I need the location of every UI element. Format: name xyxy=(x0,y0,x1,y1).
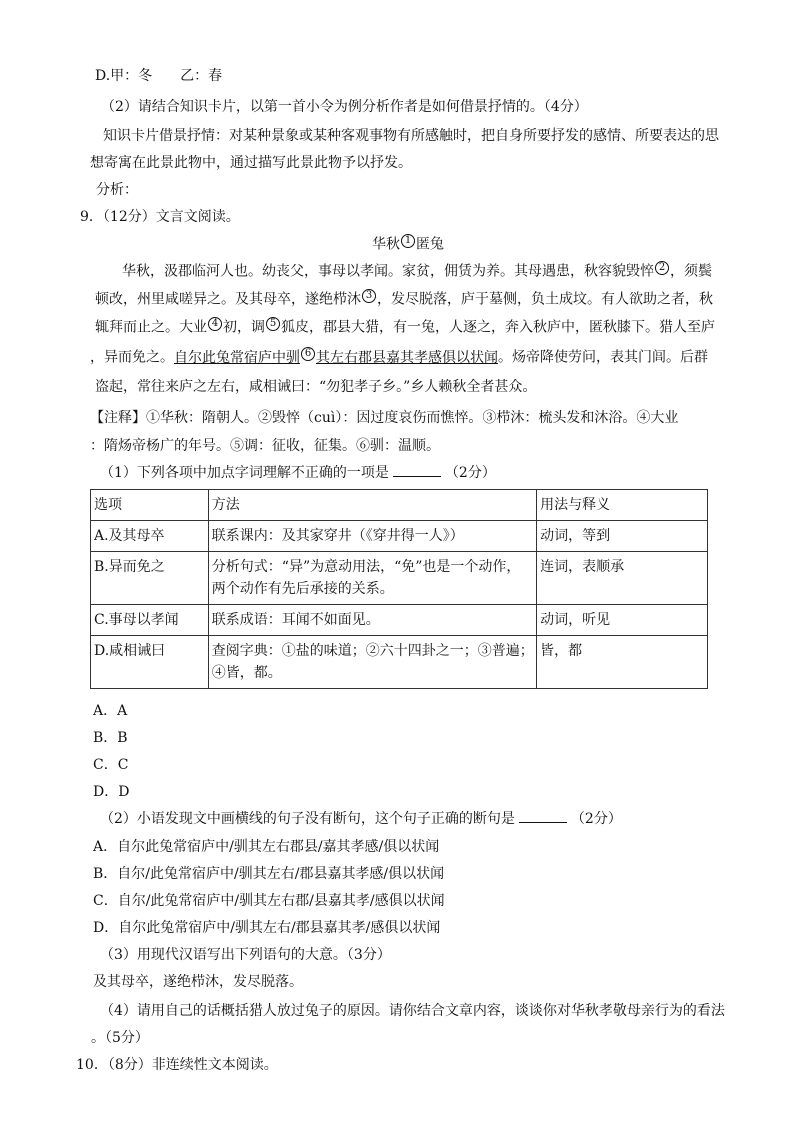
table-header-cell: 方法 xyxy=(208,490,536,521)
table-cell: 动词，听见 xyxy=(537,605,708,636)
passage-line-5: 盗起，常往来庐之左右，咸相诫曰：“勿犯孝子乡。”乡人赖秋全者甚众。 xyxy=(95,379,537,395)
table-header-cell: 选项 xyxy=(91,490,209,521)
footnote-6-mark: 6 xyxy=(301,347,315,361)
passage-title: 华秋 1 匿兔 xyxy=(372,235,444,253)
answer-blank-1[interactable] xyxy=(393,464,441,477)
sub-question-4-line1: （4）请用自己的话概括猎人放过兔子的原因。请你结合文章内容，谈谈你对华秋孝敬母亲行为的看法 xyxy=(100,1003,725,1019)
notes-line-1: 【注释】①华秋：隋朝人。②毁悴（cuì）：因过度哀伤而憔悴。③栉沐：梳头发和沐浴。④大业 xyxy=(90,410,679,426)
choice-2-d[interactable]: D．自尔此兔常宿庐中/驯其左右/郡县嘉其孝/感俱以状闻 xyxy=(93,920,441,936)
table-cell: 联系课内：及其家穿井（《穿井得一人》） xyxy=(208,521,536,552)
sub-question-3: （3）用现代汉语写出下列语句的大意。（3分） xyxy=(100,947,391,963)
footnote-1-mark: 1 xyxy=(401,234,415,248)
passage-line-4: ，异而免之。自尔此兔常宿庐中驯 6 其左右郡县嘉其孝感俱以状闻。炀帝降使劳问，表其门闾。后群 xyxy=(90,348,708,366)
sub-question-1: （1）下列各项中加点字词理解不正确的一项是 （2分） xyxy=(100,465,496,481)
table-header-cell: 用法与释义 xyxy=(537,490,708,521)
table-row xyxy=(91,552,708,605)
table-cell: A.及其母卒 xyxy=(91,521,209,552)
table-cell: 联系成语：耳闻不如面见。 xyxy=(208,605,536,636)
table-cell: 连词，表顺承 xyxy=(537,552,708,605)
knowledge-card-line1: 知识卡片借景抒情：对某种景象或某种客观事物有所感触时，把自身所要抒发的感情、所要表达的思 xyxy=(103,128,719,144)
footnote-2-mark: 2 xyxy=(655,261,669,275)
passage-line-1: 华秋，汲郡临河人也。幼丧父，事母以孝闻。家贫，佣赁为养。其母遇患，秋容貌毁悴 2 ，须鬓 xyxy=(122,262,712,280)
table-cell: 动词，等到 xyxy=(537,521,708,552)
choice-2-c[interactable]: C．自尔/此兔常宿庐中/驯其左右郡/县嘉其孝/感俱以状闻 xyxy=(93,893,445,909)
table-row xyxy=(91,521,708,552)
footnote-4-mark: 4 xyxy=(208,317,222,331)
passage-line-2: 顿改，州里咸嗟异之。及其母卒，遂绝栉沐 3 ，发尽脱落，庐于墓侧，负土成坟。有人欲助之者，秋 xyxy=(95,290,713,308)
passage-line-3: 辄拜而止之。大业 4 初，调 5 狐皮，郡县大猎，有一兔，人逐之，奔入秋庐中，匿秋膝下。猎人至庐 xyxy=(95,318,715,336)
choice-2-b[interactable]: B．自尔/此兔常宿庐中/驯其左右/郡县嘉其孝感/俱以状闻 xyxy=(93,866,445,882)
question-10-header: 10．（8分）非连续性文本阅读。 xyxy=(76,1057,278,1073)
table-cell: D.咸相诫曰 xyxy=(91,636,209,689)
table-cell: 皆，都 xyxy=(537,636,708,689)
choice-2-a[interactable]: A．自尔此兔常宿庐中/驯其左右郡县/嘉其孝感/俱以状闻 xyxy=(93,839,440,855)
table-header-row xyxy=(91,490,708,521)
table-row xyxy=(91,636,708,689)
table-cell: C.事母以孝闻 xyxy=(91,605,209,636)
choice-1-c[interactable]: C．C xyxy=(93,757,129,773)
question-8-2: （2）请结合知识卡片，以第一首小令为例分析作者是如何借景抒情的。（4分） xyxy=(101,99,588,115)
underlined-sentence: 自尔此兔常宿庐中驯 6 其左右郡县嘉其孝感俱以状闻 xyxy=(174,348,498,366)
table-row xyxy=(91,605,708,636)
knowledge-card-line2: 想寄寓在此景此物中，通过描写此景此物予以抒发。 xyxy=(90,155,412,171)
footnote-3-mark: 3 xyxy=(362,289,376,303)
sub-question-4-line2: 。（5分） xyxy=(91,1030,149,1046)
choice-1-b[interactable]: B．B xyxy=(93,730,128,746)
choice-1-d[interactable]: D．D xyxy=(93,784,130,800)
analysis-label: 分析： xyxy=(96,182,138,198)
sub-question-3-sentence: 及其母卒，遂绝栉沐，发尽脱落。 xyxy=(93,974,303,990)
options-table xyxy=(90,489,708,689)
table-cell: 查阅字典：①盐的味道；②六十四卦之一；③普遍；④皆，都。 xyxy=(208,636,536,689)
answer-blank-2[interactable] xyxy=(519,810,567,823)
choice-1-a[interactable]: A．A xyxy=(93,703,128,719)
option-d: D.甲：冬 乙：春 xyxy=(95,68,223,84)
table-cell: B.异而免之 xyxy=(91,552,209,605)
question-9-header: 9．（12分）文言文阅读。 xyxy=(80,209,240,225)
footnote-5-mark: 5 xyxy=(266,317,280,331)
sub-question-2: （2）小语发现文中画横线的句子没有断句，这个句子正确的断句是 （2分） xyxy=(100,811,622,827)
table-cell: 分析句式：“异”为意动用法，“免”也是一个动作，两个动作有先后承接的关系。 xyxy=(208,552,536,605)
notes-line-2: ：隋炀帝杨广的年号。⑤调：征收，征集。⑥驯：温顺。 xyxy=(90,438,440,454)
